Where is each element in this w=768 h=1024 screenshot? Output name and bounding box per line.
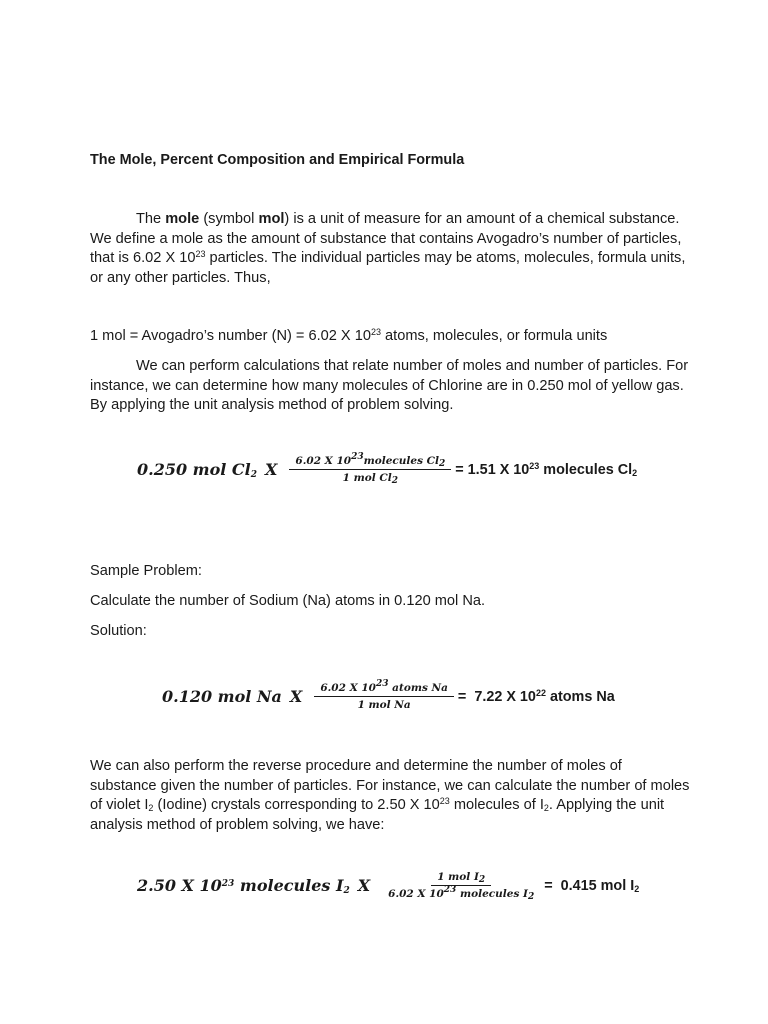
mole-definition: 1 mol = Avogadro’s number (N) = 6.02 X $10^{23}$ atoms, molecules, or formula units bbox=[90, 327, 608, 344]
document-title: The Mole, Percent Composition and Empirical Formula bbox=[90, 152, 465, 168]
sample-problem-heading: Sample Problem: bbox=[90, 563, 202, 579]
solution-label: Solution: bbox=[90, 623, 147, 639]
equation-result: = 0.415 mol $I_2$ bbox=[544, 877, 640, 894]
equation-iodine: 2.50 X $10^{23}$ molecules $I_2$ X $\frac{1 mol I_2}{6.02 X 10^{23} molecules I_2}$ = 0.415 mol $I_2$ bbox=[137, 871, 640, 902]
equation-result: = 1.51 X $10^{23}$ molecules $Cl_2$ bbox=[455, 460, 638, 478]
term-mol: mol bbox=[258, 211, 285, 227]
sample-problem-question: Calculate the number of Sodium (Na) atoms in 0.120 mol Na. bbox=[90, 593, 486, 609]
intro-paragraph: The mole (symbol mol) is a unit of measure for an amount of a chemical substance. We define a mole as the amount of substance that contains Avogadro’s number of particles, that is 6.02 X $10^{23}$ particles. The individual particles may be atoms, molecules, formula units, or any other particles. Thus, bbox=[90, 211, 686, 286]
chlorine-paragraph: We can perform calculations that relate number of moles and number of particles. For instance, we can determine how many molecules of Chlorine are in 0.250 mol of yellow gas. By applying the unit analysis method of problem solving. bbox=[90, 358, 689, 413]
fraction-avogadro: $\frac{6.02 X 10^{23}molecules Cl_2}{1 mol Cl_2}$ bbox=[289, 455, 451, 484]
iodine-paragraph: We can also perform the reverse procedure and determine the number of moles of substance given the number of particles. For instance, we can calculate the number of moles of violet $I_2$ (Iodine) crystals corresponding to 2.50 X $10^{23}$ molecules of $I_2$. Applying the unit analysis method of problem solving, we have: bbox=[90, 758, 690, 833]
equation-result: = 7.22 X $10^{22}$ atoms Na bbox=[457, 687, 615, 705]
fraction-inverse-avogadro: $\frac{1 mol I_2}{6.02 X 10^{23} molecules I_2}$ bbox=[388, 871, 535, 902]
term-mole: mole bbox=[165, 211, 200, 227]
equation-chlorine: 0.250 mol $Cl_2$ X $\frac{6.02 X 10^{23}molecules Cl_2}{1 mol Cl_2}$ = 1.51 X $10^{23}$ molecules $Cl_2$ bbox=[137, 452, 638, 486]
fraction-avogadro: $\frac{6.02 X 10^{23} atoms Na}{\text{1 mol Na}}$ bbox=[314, 682, 454, 711]
equation-sodium: 0.120 mol Na X $\frac{6.02 X 10^{23} atoms Na}{\text{1 mol Na}}$ = 7.22 X $10^{22}$ atoms Na bbox=[162, 679, 615, 711]
